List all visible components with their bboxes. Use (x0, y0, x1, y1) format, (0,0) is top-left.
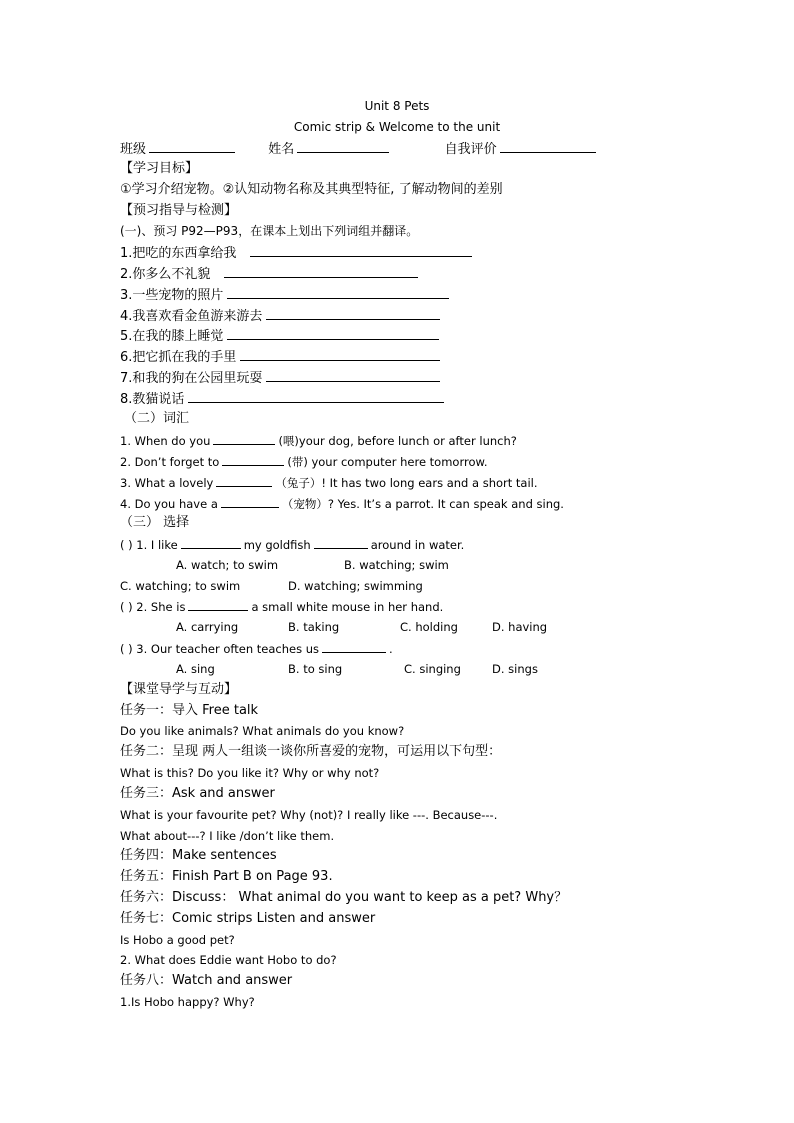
name-blank[interactable] (297, 139, 389, 153)
task-line: 任务七：Comic strips Listen and answer (120, 911, 376, 926)
answer-blank[interactable] (221, 494, 279, 508)
answer-blank[interactable] (240, 347, 440, 361)
option[interactable]: B. taking (288, 620, 340, 634)
answer-blank[interactable] (181, 535, 241, 549)
class-blank[interactable] (149, 139, 235, 153)
task-line: What is your favourite pet? Why (not)? I really like ---. Because---. (120, 808, 498, 822)
option[interactable]: C. watching; to swim (120, 579, 241, 593)
answer-blank[interactable] (188, 389, 444, 403)
answer-blank[interactable] (322, 639, 386, 653)
phrase-item: 7.和我的狗在公园里玩耍 (120, 368, 443, 388)
task-line: 1.Is Hobo happy? Why? (120, 995, 255, 1009)
vocab-item: 2. Don’t forget to (带) your computer here tomorrow. (120, 452, 488, 471)
unit-title: Unit 8 Pets (364, 99, 430, 113)
task-line: What is this? Do you like it? Why or why not? (120, 766, 380, 780)
name-label: 姓名 (268, 142, 295, 157)
choice-question-2: ( ) 2. She is a small white mouse in her hand. (120, 597, 443, 616)
answer-bracket[interactable]: ( ) (120, 600, 133, 614)
task-line: 任务八：Watch and answer (120, 973, 293, 988)
option[interactable]: C. holding (400, 620, 458, 634)
answer-blank[interactable] (222, 452, 284, 466)
option[interactable]: D. having (492, 620, 548, 634)
preview-intro: (一)、预习 P92—P93，在课本上划出下列词组并翻译。 (120, 224, 419, 238)
phrase-item: 3.一些宠物的照片 (120, 285, 452, 305)
phrase-item: 2.你多么不礼貌 (120, 264, 421, 284)
task-line: What about---? I like /don’t like them. (120, 829, 335, 843)
option[interactable]: B. to sing (288, 662, 343, 676)
answer-blank[interactable] (213, 431, 275, 445)
goals-heading: 【学习目标】 (120, 161, 199, 176)
preview-heading: 【预习指导与检测】 (120, 203, 238, 218)
task-line: Is Hobo a good pet? (120, 933, 235, 947)
task-line: 任务四：Make sentences (120, 848, 277, 863)
answer-blank[interactable] (266, 306, 440, 320)
vocab-item: 4. Do you have a （宠物）? Yes. It’s a parrot. It can speak and sing. (120, 494, 564, 513)
answer-blank[interactable] (227, 326, 439, 340)
self-eval-label: 自我评价 (444, 142, 497, 157)
vocab-item: 3. What a lovely （兔子）! It has two long ears and a short tail. (120, 473, 538, 492)
vocab-heading: （二）词汇 (124, 411, 190, 426)
vocab-item: 1. When do you (喂)your dog, before lunch or after lunch? (120, 431, 517, 450)
task-line: 任务五：Finish Part B on Page 93. (120, 869, 333, 884)
task-line: 2. What does Eddie want Hobo to do? (120, 953, 337, 967)
phrase-item: 8.教猫说话 (120, 389, 447, 409)
option[interactable]: B. watching; swim (344, 558, 449, 572)
option[interactable]: D. watching; swimming (288, 579, 423, 593)
phrase-item: 1.把吃的东西拿给我 (120, 243, 475, 263)
class-label: 班级 (120, 142, 147, 157)
phrase-item: 5.在我的膝上睡觉 (120, 326, 442, 346)
answer-blank[interactable] (314, 535, 368, 549)
phrase-item: 6.把它抓在我的手里 (120, 347, 443, 367)
choice-question-1: ( ) 1. I like my goldfish around in water. (120, 535, 464, 554)
answer-blank[interactable] (216, 473, 272, 487)
task-line: 任务三：Ask and answer (120, 786, 275, 801)
option[interactable]: D. sings (492, 662, 538, 676)
option[interactable]: C. singing (404, 662, 461, 676)
class-heading: 【课堂导学与互动】 (120, 682, 238, 697)
choice-question-3: ( ) 3. Our teacher often teaches us . (120, 639, 393, 658)
task-line: 任务六：Discuss： What animal do you want to keep as a pet? Why？ (120, 890, 568, 905)
self-eval-blank[interactable] (500, 139, 596, 153)
task-line: Do you like animals? What animals do you know? (120, 724, 405, 738)
answer-blank[interactable] (250, 243, 472, 257)
answer-blank[interactable] (266, 368, 440, 382)
lesson-subtitle: Comic strip & Welcome to the unit (293, 120, 501, 134)
answer-blank[interactable] (227, 285, 449, 299)
choice-heading: （三） 选择 (120, 515, 190, 530)
option[interactable]: A. watch; to swim (176, 558, 279, 572)
goals-text: ①学习介绍宠物。②认知动物名称及其典型特征, 了解动物间的差别 (120, 182, 503, 197)
option[interactable]: A. sing (176, 662, 215, 676)
answer-bracket[interactable]: ( ) (120, 538, 133, 552)
answer-bracket[interactable]: ( ) (120, 642, 133, 656)
phrase-item: 4.我喜欢看金鱼游来游去 (120, 306, 443, 326)
option[interactable]: A. carrying (176, 620, 239, 634)
answer-blank[interactable] (224, 264, 418, 278)
task-line: 任务一：导入 Free talk (120, 703, 259, 718)
task-line: 任务二：呈现 两人一组谈一谈你所喜爱的宠物，可运用以下句型： (120, 744, 502, 759)
answer-blank[interactable] (188, 597, 248, 611)
header-fields (120, 139, 599, 159)
